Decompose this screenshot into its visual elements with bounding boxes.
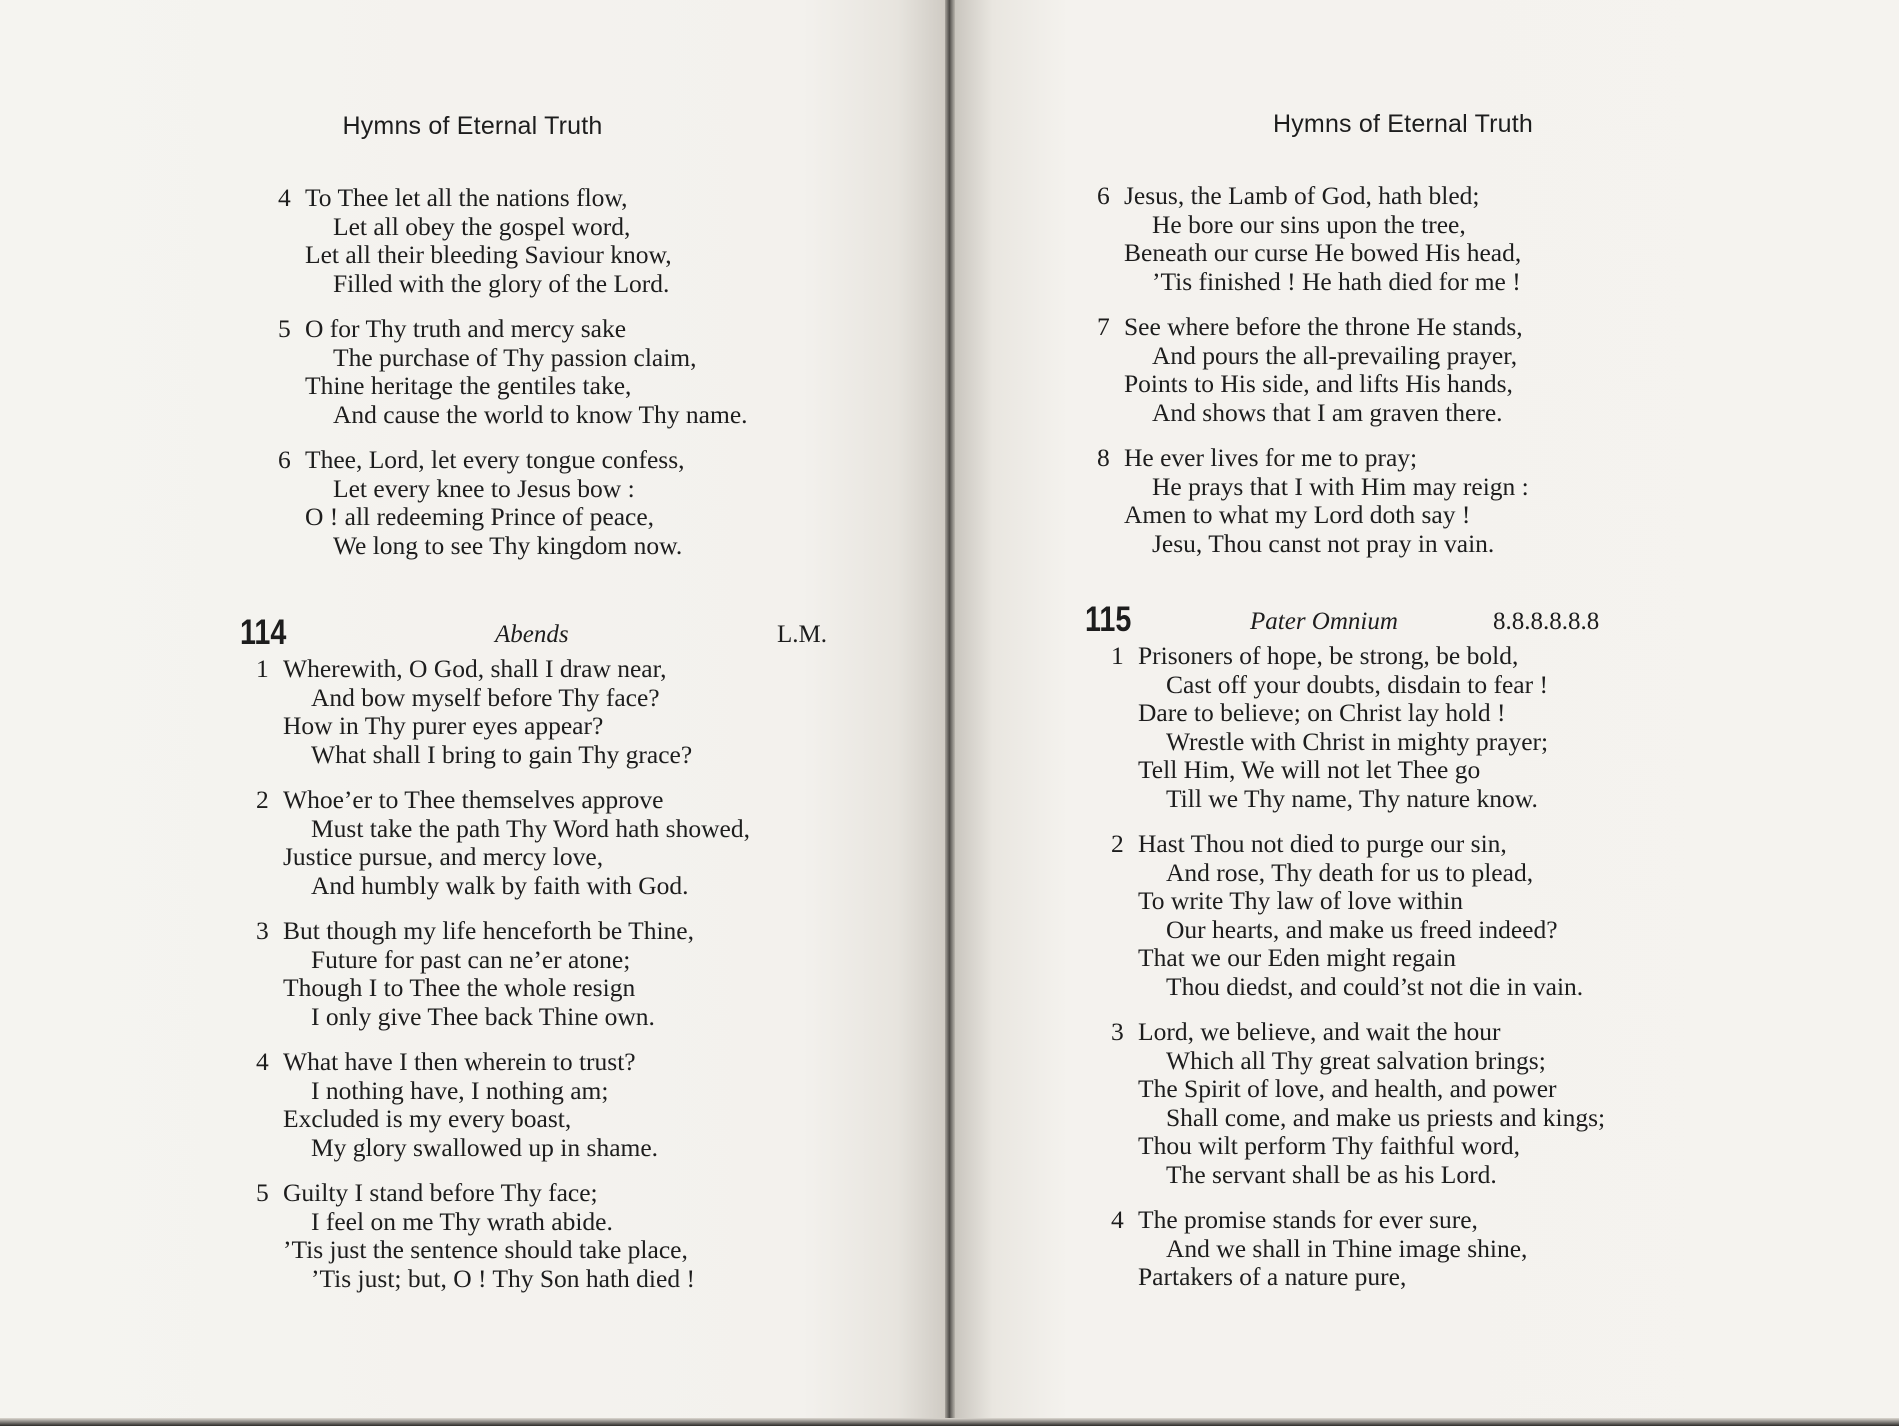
verse-line: Lord, we believe, and wait the hour: [1138, 1017, 1501, 1046]
verse: [1111, 1017, 1606, 1189]
verse-line: Thou wilt perform Thy faithful word,: [1138, 1131, 1520, 1160]
verse-line: We long to see Thy kingdom now.: [333, 530, 683, 560]
verse-line: Hast Thou not died to purge our sin,: [1138, 829, 1507, 858]
verse-line: Wrestle with Christ in mighty prayer;: [1166, 726, 1549, 756]
hymn-verses: [1111, 641, 1606, 1309]
verse-line: The promise stands for ever sure,: [1138, 1205, 1478, 1234]
verse-line: Let all obey the gospel word,: [333, 211, 631, 241]
verse-line: Dare to believe; on Christ lay hold !: [1138, 698, 1506, 727]
verse-line: I nothing have, I nothing am;: [311, 1075, 609, 1105]
verse: [256, 654, 750, 769]
verse-line: I only give Thee back Thine own.: [311, 1001, 655, 1031]
running-header: Hymns of Eternal Truth: [1272, 110, 1534, 138]
verse-number: 6: [1097, 181, 1110, 210]
verse-line: To write Thy law of love within: [1138, 886, 1463, 915]
verse-line: He prays that I with Him may reign :: [1152, 471, 1529, 501]
verse-line: What have I then wherein to trust?: [283, 1047, 636, 1076]
running-header: Hymns of Eternal Truth: [342, 112, 603, 140]
verse-line: ’Tis just the sentence should take place,: [283, 1235, 688, 1264]
verse-line: And we shall in Thine image shine,: [1166, 1233, 1528, 1263]
verse-line: Tell Him, We will not let Thee go: [1138, 755, 1481, 784]
verse-line: What shall I bring to gain Thy grace?: [311, 739, 693, 769]
verse: [256, 916, 750, 1031]
page-bottom-edge: [0, 1418, 1899, 1426]
verse-line: ’Tis just; but, O ! Thy Son hath died !: [311, 1263, 695, 1293]
verse-line: Beneath our curse He bowed His head,: [1124, 238, 1522, 267]
verse-line: Filled with the glory of the Lord.: [333, 268, 670, 298]
verse-number: 7: [1097, 312, 1110, 341]
verse-line: And shows that I am graven there.: [1152, 397, 1503, 427]
hymn-heading: [1085, 600, 1685, 640]
verse-line: And pours the all-prevailing prayer,: [1152, 340, 1518, 370]
verse-number: 1: [256, 654, 269, 683]
verse-line: O for Thy truth and mercy sake: [305, 314, 627, 343]
verse: [1111, 1205, 1605, 1292]
verse-line: I feel on me Thy wrath abide.: [311, 1206, 613, 1236]
verse: [1111, 641, 1605, 813]
verse-line: Thee, Lord, let every tongue confess,: [305, 445, 685, 474]
tune-name: Pater Omnium: [1250, 608, 1398, 635]
verse: [278, 183, 748, 298]
verse-line: The purchase of Thy passion claim,: [333, 342, 697, 372]
verse-line: Prisoners of hope, be strong, be bold,: [1138, 641, 1519, 670]
verse: [256, 1178, 750, 1293]
verse-number: 1: [1111, 641, 1124, 670]
hymn-number: 115: [1085, 600, 1132, 639]
verse-line: O ! all redeeming Prince of peace,: [305, 502, 655, 531]
hymn-verses: [256, 654, 750, 1310]
verse: [1097, 312, 1529, 427]
verse-line: Let all their bleeding Saviour know,: [305, 240, 672, 269]
verse-line: Justice pursue, and mercy love,: [283, 842, 604, 871]
verse-line: He ever lives for me to pray;: [1124, 443, 1418, 472]
verse: [278, 445, 748, 560]
continued-verses: [1097, 181, 1529, 575]
verse: [1097, 181, 1529, 296]
verse-line: Wherewith, O God, shall I draw near,: [283, 654, 667, 683]
verse-line: Though I to Thee the whole resign: [283, 973, 636, 1002]
verse-line: And humbly walk by faith with God.: [311, 870, 689, 900]
verse-line: Future for past can ne’er atone;: [311, 944, 631, 974]
verse: [256, 785, 750, 900]
hymn-heading: [240, 613, 840, 653]
verse-line: Points to His side, and lifts His hands,: [1124, 369, 1513, 398]
verse-line: And rose, Thy death for us to plead,: [1166, 857, 1534, 887]
verse-line: Cast off your doubts, disdain to fear !: [1166, 669, 1548, 699]
verse-line: That we our Eden might regain: [1138, 943, 1456, 972]
verse-number: 2: [1111, 829, 1124, 858]
verse-line: Jesu, Thou canst not pray in vain.: [1152, 528, 1495, 558]
verse-number: 2: [256, 785, 269, 814]
verse: [1111, 829, 1605, 1001]
verse-number: 4: [1111, 1205, 1124, 1234]
verse-line: Till we Thy name, Thy nature know.: [1166, 783, 1538, 813]
book-spine: [945, 0, 955, 1426]
verse-line: Which all Thy great salvation brings;: [1166, 1045, 1546, 1075]
verse-number: 3: [1111, 1017, 1124, 1046]
verse-line: The Spirit of love, and health, and power: [1138, 1074, 1557, 1103]
verse: [256, 1047, 750, 1162]
verse-number: 4: [256, 1047, 269, 1076]
verse-line: How in Thy purer eyes appear?: [283, 711, 604, 740]
verse-line: Must take the path Thy Word hath showed,: [311, 813, 750, 843]
verse-number: 5: [278, 314, 291, 343]
verse-number: 8: [1097, 443, 1110, 472]
tune-name: Abends: [495, 621, 569, 648]
verse-line: My glory swallowed up in shame.: [311, 1132, 659, 1162]
left-page: [0, 0, 945, 1426]
verse-line: Thou diedst, and could’st not die in vain.: [1166, 971, 1584, 1001]
verse-line: And bow myself before Thy face?: [311, 682, 660, 712]
verse-line: He bore our sins upon the tree,: [1152, 209, 1466, 239]
hymn-meter: 8.8.8.8.8.8: [1493, 608, 1600, 635]
verse-number: 5: [256, 1178, 269, 1207]
verse-line: And cause the world to know Thy name.: [333, 399, 748, 429]
continued-verses: [278, 183, 748, 577]
verse: [1097, 443, 1529, 558]
verse-line: The servant shall be as his Lord.: [1166, 1159, 1497, 1189]
verse-line: Excluded is my every boast,: [283, 1104, 572, 1133]
verse-line: Shall come, and make us priests and kings;: [1166, 1102, 1606, 1132]
verse-number: 4: [278, 183, 291, 212]
verse-line: Amen to what my Lord doth say !: [1124, 500, 1471, 529]
verse-number: 3: [256, 916, 269, 945]
hymn-meter: L.M.: [777, 621, 827, 648]
verse-line: Guilty I stand before Thy face;: [283, 1178, 598, 1207]
verse-line: ’Tis finished ! He hath died for me !: [1152, 266, 1521, 296]
verse-line: Jesus, the Lamb of God, hath bled;: [1124, 181, 1480, 210]
right-page: [955, 0, 1899, 1426]
verse-line: Partakers of a nature pure,: [1138, 1262, 1407, 1291]
verse-line: But though my life henceforth be Thine,: [283, 916, 694, 945]
verse-line: Our hearts, and make us freed indeed?: [1166, 914, 1558, 944]
verse-line: Whoe’er to Thee themselves approve: [283, 785, 664, 814]
verse-line: To Thee let all the nations flow,: [305, 183, 628, 212]
verse-number: 6: [278, 445, 291, 474]
hymn-number: 114: [240, 613, 287, 652]
verse: [278, 314, 748, 429]
verse-line: See where before the throne He stands,: [1124, 312, 1523, 341]
verse-line: Thine heritage the gentiles take,: [305, 371, 632, 400]
verse-line: Let every knee to Jesus bow :: [333, 473, 635, 503]
